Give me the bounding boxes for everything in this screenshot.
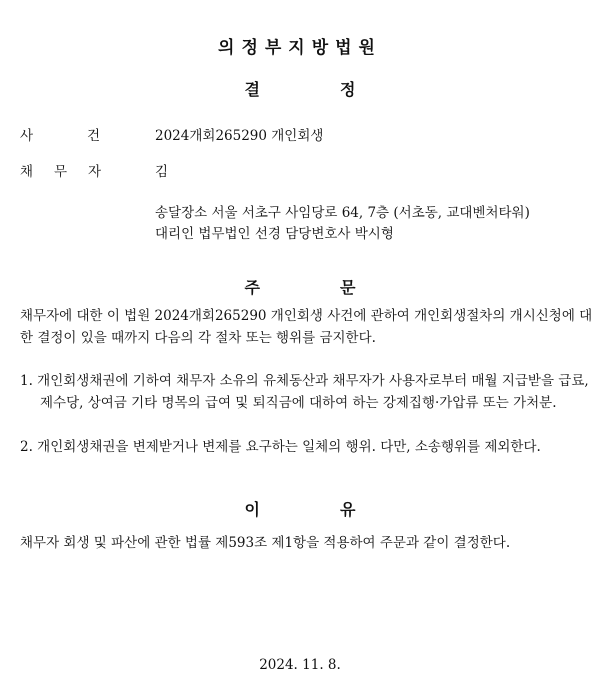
case-label-char-2: 건 [87, 128, 101, 144]
legal-agent: 대리인 법무법인 선경 담당변호사 박시형 [155, 226, 394, 242]
debtor-name: 김 [155, 164, 169, 180]
order-heading-char-2: 문 [340, 278, 356, 297]
service-address: 송달장소 서울 서초구 사임당로 64, 7층 (서초동, 교대벤처타워) [155, 205, 530, 221]
order-heading-char-1: 주 [244, 278, 260, 297]
debtor-label [20, 160, 101, 180]
document-type-char-1: 결 [244, 80, 260, 99]
order-paragraph: 채무자에 대한 이 법원 2024개회265290 개인회생 사건에 관하여 개인회생절차의 개시신청에 대한 결정이 있을 때까지 다음의 각 절차 또는 행위를 금지한다. [20, 308, 593, 346]
case-label-char-1: 사 [20, 128, 34, 144]
reason-heading-char-2: 유 [340, 500, 356, 519]
debtor-label-char-3: 자 [88, 164, 102, 180]
document-type-heading [0, 77, 600, 100]
order-item-2: 2. 개인회생채권을 변제받거나 변제를 요구하는 일체의 행위. 다만, 소송행위를 제외한다. [20, 439, 541, 455]
reason-heading-char-1: 이 [244, 500, 260, 519]
order-heading [0, 275, 600, 298]
debtor-label-char-1: 채 [20, 164, 34, 180]
reason-heading [0, 497, 600, 520]
order-item-1: 1. 개인회생채권에 기하여 채무자 소유의 유체동산과 채무자가 사용자로부터 매월 지급받을 급료, 제수당, 상여금 기타 명목의 급여 및 퇴직금에 대하여 하는 강제집행·가압류 또는 가처분. [20, 373, 589, 411]
decision-date: 2024. 11. 8. [259, 657, 341, 673]
court-name: 의정부지방법원 [218, 38, 382, 58]
reason-paragraph: 채무자 회생 및 파산에 관한 법률 제593조 제1항을 적용하여 주문과 같이 결정한다. [20, 535, 511, 551]
document-type-char-2: 정 [340, 80, 356, 99]
case-label [20, 124, 100, 144]
case-number: 2024개회265290 개인회생 [155, 128, 324, 144]
debtor-label-char-2: 무 [54, 164, 68, 180]
